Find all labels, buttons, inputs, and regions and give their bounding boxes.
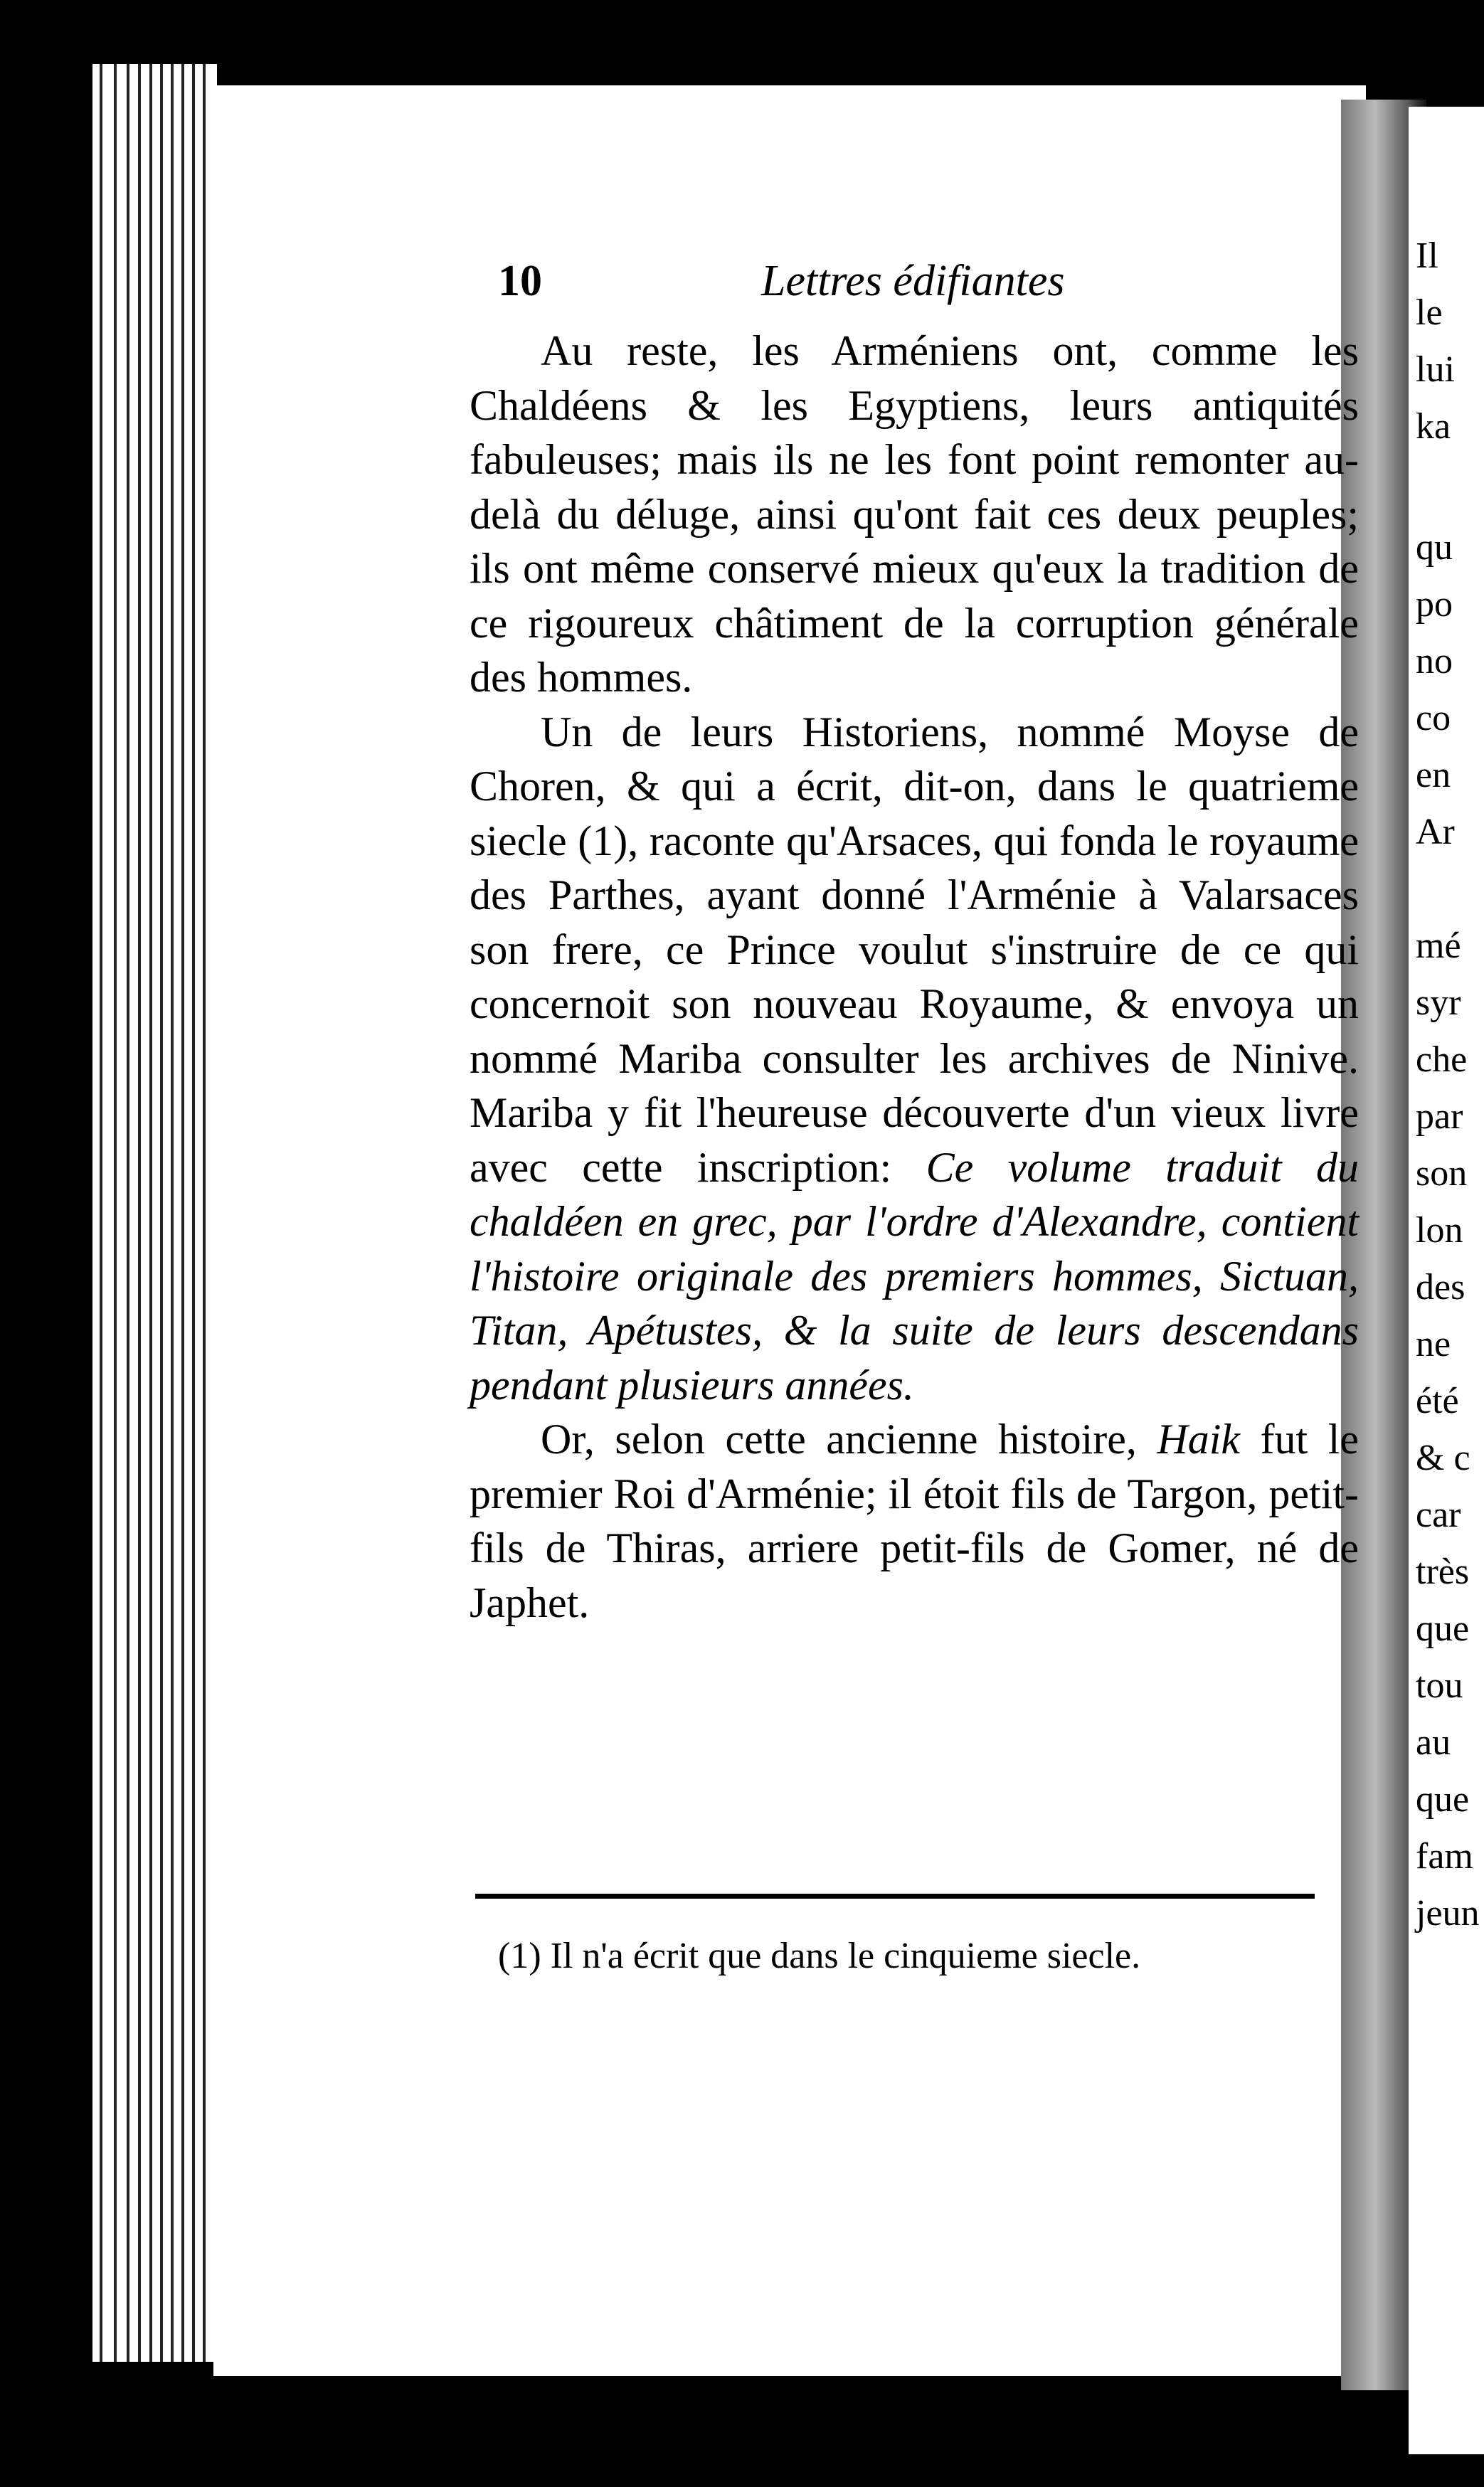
footnote: (1) Il n'a écrit que dans le cinquieme siecle.: [498, 1936, 1141, 1976]
body-text: [470, 324, 1359, 1630]
next-page-fragment: syr: [1416, 982, 1461, 1023]
next-page-fragment: co: [1416, 698, 1451, 738]
next-page-fragment: fam: [1416, 1836, 1473, 1877]
next-page-fragment: tou: [1416, 1665, 1463, 1706]
next-page-fragment: très: [1416, 1552, 1470, 1592]
page-stack-edges: [92, 64, 217, 2362]
next-page-fragment: & c: [1416, 1438, 1470, 1478]
paragraph-2-text: Un de leurs Historiens, nommé Moyse de Choren, & qui a écrit, dit-on, dans le quatrieme siecle (1), raconte qu'Arsaces, qui fonda le royaume des Parthes, ayant donné l'Arménie à Valarsaces son frere, ce Prince voulut s'instruire de ce qui concernoit son nouveau Royaume, & envoya un nommé Mariba consulter les archives de Ninive. Mariba y fit l'heureuse découverte d'un vieux livre avec cette inscription:: [470, 708, 1359, 1191]
next-page-fragment: qu: [1416, 527, 1453, 568]
next-page-fragment: no: [1416, 641, 1453, 682]
next-page-fragment: ne: [1416, 1324, 1451, 1364]
paragraph-3-text-after: fut le premier Roi d'Arménie; il étoit fils de Targon, petit-fils de Thiras, arriere petit-fils de Gomer, né de Japhet.: [470, 1416, 1359, 1626]
next-page-fragment: mé: [1416, 926, 1461, 966]
next-page-edge: [1409, 107, 1484, 2454]
paragraph-1: [470, 324, 1359, 705]
paragraph-1-text: Au reste, les Arméniens ont, comme les Chaldéens & les Egyptiens, leurs antiquités fabuleuses; mais ils ne les font point remonter au-delà du déluge, ainsi qu'ont fait ces deux peuples; ils ont même conservé mieux qu'eux la tradition de ce rigoureux châtiment de la corruption générale des hommes.: [470, 327, 1359, 701]
paragraph-3: [470, 1412, 1359, 1630]
next-page-fragment: au: [1416, 1722, 1451, 1763]
next-page-fragment: par: [1416, 1096, 1463, 1137]
paragraph-2-italic: Ce volume traduit du chaldéen en grec, par l'ordre d'Alexandre, contient l'histoire originale des premiers hommes, Sictuan, Titan, Apétustes, & la suite de leurs descendans pendant plusieurs années.: [470, 1143, 1359, 1409]
footnote-rule: [475, 1894, 1315, 1899]
next-page-fragment: car: [1416, 1495, 1461, 1535]
next-page-fragment: Il: [1416, 235, 1438, 276]
next-page-fragment: jeun: [1416, 1893, 1480, 1934]
next-page-fragment: che: [1416, 1039, 1468, 1080]
next-page-fragment: le: [1416, 292, 1443, 333]
running-title: Lettres édifiantes: [761, 257, 1065, 305]
next-page-fragment: Ar: [1416, 812, 1455, 852]
page-header: [498, 256, 1366, 313]
next-page-fragment: en: [1416, 755, 1451, 795]
paragraph-2: [470, 705, 1359, 1413]
next-page-fragment: des: [1416, 1267, 1466, 1308]
next-page-fragment: lui: [1416, 349, 1455, 390]
page-number: 10: [498, 257, 542, 305]
next-page-fragment: été: [1416, 1381, 1459, 1421]
next-page-fragment: lon: [1416, 1210, 1463, 1251]
paragraph-3-italic: Haik: [1157, 1416, 1241, 1463]
next-page-fragment: que: [1416, 1608, 1470, 1649]
next-page-fragment: son: [1416, 1153, 1468, 1194]
next-page-fragment: que: [1416, 1779, 1470, 1820]
next-page-fragment: po: [1416, 584, 1453, 625]
paragraph-3-text: Or, selon cette ancienne histoire,: [541, 1416, 1157, 1463]
next-page-fragment: ka: [1416, 406, 1451, 447]
